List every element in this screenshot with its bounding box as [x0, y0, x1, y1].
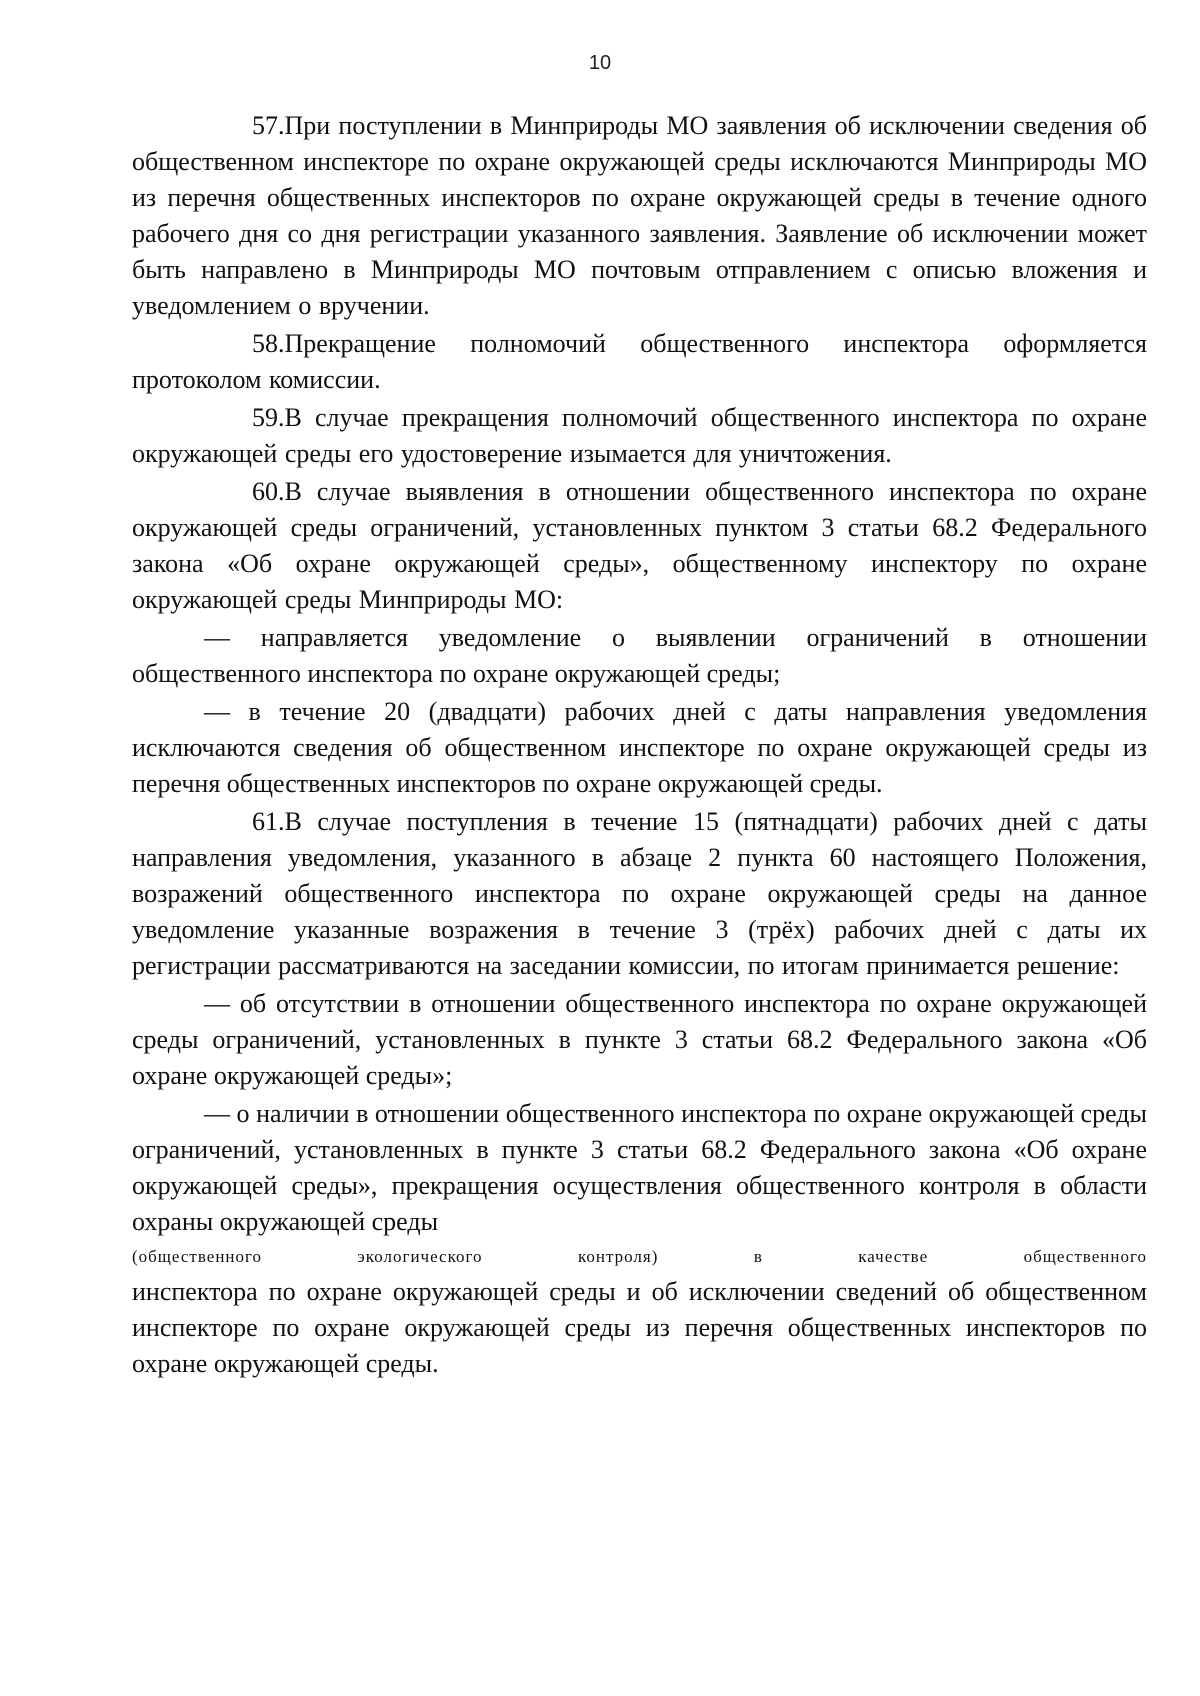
page-number: 10: [588, 52, 612, 74]
paragraph-text: В случае выявления в отношении общественного инспектора по охране окружающей среды ограничений, установленных пунктом 3 статьи 68.2 Федерального закона «Об охране окружающей среды», общественному инспектору по охране окружающей среды Минприроды МО:: [132, 477, 1147, 614]
list-item-61-2: [132, 1096, 1147, 1382]
paragraph-57: [132, 108, 1147, 324]
paragraph-61: [132, 804, 1147, 984]
list-item-text: — о наличии в отношении общественного инспектора по охране окружающей среды ограничений, установленных в пункте 3 статьи 68.2 Федерального закона «Об охране окружающей среды», прекращения осуществления общественного контроля в области охраны окружающей среды: [132, 1099, 1147, 1236]
paragraph-60: [132, 474, 1147, 618]
paragraph-number: 60.: [252, 477, 285, 506]
paragraph-58: [132, 326, 1147, 398]
paragraph-59: [132, 400, 1147, 472]
paragraph-text: В случае прекращения полномочий общественного инспектора по охране окружающей среды его удостоверение изымается для уничтожения.: [132, 403, 1147, 468]
paragraph-text: В случае поступления в течение 15 (пятнадцати) рабочих дней с даты направления уведомления, указанного в абзаце 2 пункта 60 настоящего Положения, возражений общественного инспектора по охране окружающей среды на данное уведомление указанные возражения в течение 3 (трёх) рабочих дней с даты их регистрации рассматриваются на заседании комиссии, по итогам принимается решение:: [132, 807, 1147, 980]
list-item-text-continued: инспектора по охране окружающей среды и об исключении сведений об общественном инспекторе по охране окружающей среды из перечня общественных инспекторов по охране окружающей среды.: [132, 1277, 1147, 1378]
document-body: [132, 108, 1147, 1384]
list-item-60-2: — в течение 20 (двадцати) рабочих дней с даты направления уведомления исключаются сведения об общественном инспекторе по охране окружающей среды из перечня общественных инспекторов по охране окружающей среды.: [132, 697, 1147, 798]
paragraph-number: 61.: [252, 807, 285, 836]
paragraph-number: 58.: [252, 329, 285, 358]
list-item-60-1: — направляется уведомление о выявлении ограничений в отношении общественного инспектора по охране окружающей среды;: [132, 623, 1147, 688]
paragraph-number: 57.: [252, 111, 285, 140]
list-item-61-1: — об отсутствии в отношении общественного инспектора по охране окружающей среды ограничений, установленных в пункте 3 статьи 68.2 Федерального закона «Об охране окружающей среды»;: [132, 989, 1147, 1090]
list-item-small-text: (общественного экологического контроля) в качестве общественного: [132, 1247, 1147, 1266]
paragraph-text: Прекращение полномочий общественного инспектора оформляется протоколом комиссии.: [132, 329, 1147, 394]
paragraph-text: При поступлении в Минприроды МО заявления об исключении сведения об общественном инспекторе по охране окружающей среды исключаются Минприроды МО из перечня общественных инспекторов по охране окружающей среды в течение одного рабочего дня со дня регистрации указанного заявления. Заявление об исключении может быть направлено в Минприроды МО почтовым отправлением с описью вложения и уведомлением о вручении.: [132, 111, 1147, 320]
paragraph-number: 59.: [252, 403, 285, 432]
